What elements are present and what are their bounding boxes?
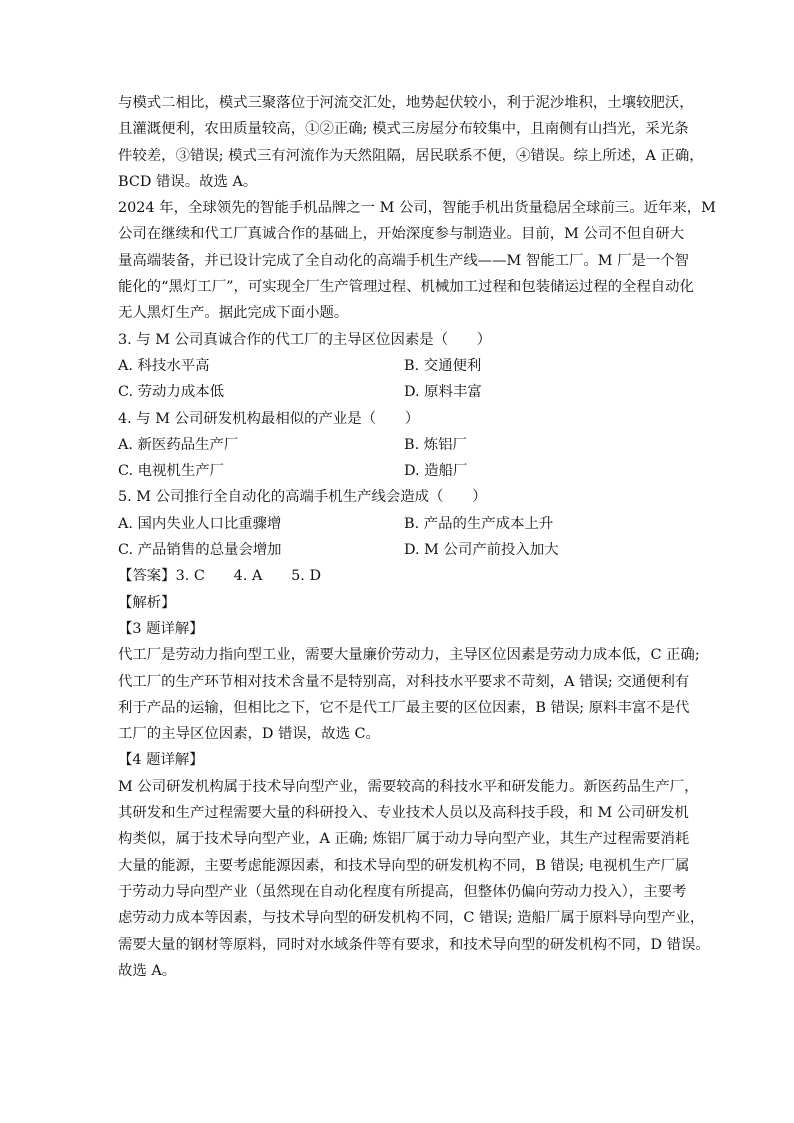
text-line: 大量的能源，主要考虑能源因素，和技术导向型的研发机构不同，B 错误; 电视机生产厂属 <box>118 857 690 874</box>
text-line: 利于产品的运输，但相比之下，它不是代工厂最主要的区位因素，B 错误; 原料丰富不是代 <box>118 699 690 716</box>
q4-detail <box>118 774 710 984</box>
option-c: C. 产品销售的总量会增加 <box>118 542 282 559</box>
text-line: BCD 错误。故选 A。 <box>118 173 258 190</box>
text-line: 量高端装备，并已设计完成了全自动化的高端手机生产线——M 智能工厂。M 厂是一个智 <box>118 252 690 269</box>
text-line: 虑劳动力成本等因素，与技术导向型的研发机构不同，C 错误; 造船厂属于原料导向型产业， <box>118 910 705 927</box>
question-3 <box>118 327 678 406</box>
option-row <box>118 537 678 563</box>
question-4 <box>118 406 678 485</box>
text-line: 能化的“黑灯工厂”，可实现全厂生产管理过程、机械加工过程和包装储运过程的全程自动化 <box>118 279 694 296</box>
option-b: B. 产品的生产成本上升 <box>404 515 554 532</box>
q3-detail-heading: 【3 题详解】 <box>118 620 204 637</box>
option-row <box>118 458 678 484</box>
text-line: 故选 A。 <box>118 962 177 979</box>
text-line: 其研发和生产过程需要大量的科研投入、专业技术人员以及高科技手段，和 M 公司研发机 <box>118 805 689 822</box>
option-row <box>118 379 678 405</box>
document-page <box>118 90 716 984</box>
option-a: A. 科技水平高 <box>118 357 210 374</box>
question-stem: 3. 与 M 公司真诚合作的代工厂的主导区位因素是（ ） <box>118 331 492 348</box>
text-line: 工厂的主导区位因素，D 错误，故选 C。 <box>118 726 380 743</box>
material-passage <box>118 195 716 326</box>
question-stem: 4. 与 M 公司研发机构最相似的产业是（ ） <box>118 410 420 427</box>
analysis-heading: 【解析】 <box>118 594 176 611</box>
answer-key: 【答案】3. C 4. A 5. D <box>118 568 321 585</box>
option-row <box>118 353 678 379</box>
text-line: M 公司研发机构属于技术导向型产业，需要较高的科技水平和研发能力。新医药品生产厂， <box>118 778 699 795</box>
option-a: A. 新医药品生产厂 <box>118 436 239 453</box>
option-row <box>118 511 678 537</box>
text-line: 与模式二相比，模式三聚落位于河流交汇处，地势起伏较小，利于泥沙堆积，土壤较肥沃， <box>118 95 694 111</box>
text-line: 需要大量的钢材等原料，同时对水域条件等有要求，和技术导向型的研发机构不同，D 错误。 <box>118 936 710 953</box>
text-line: 且灌溉便利，农田质量较高，①②正确; 模式三房屋分布较集中，且南侧有山挡光，采光条 <box>118 121 689 138</box>
option-d: D. M 公司产前投入加大 <box>404 542 559 559</box>
text-line: 无人黑灯生产。据此完成下面小题。 <box>118 305 349 322</box>
text-line: 代工厂的生产环节相对技术含量不是特别高，对科技水平要求不苛刻，A 错误; 交通便利有 <box>118 673 690 690</box>
option-row <box>118 432 678 458</box>
text-line: 于劳动力导向型产业（虽然现在自动化程度有所提高，但整体仍偏向劳动力投入），主要考 <box>118 883 687 900</box>
option-b: B. 交通便利 <box>404 357 482 374</box>
option-d: D. 原料丰富 <box>404 384 482 401</box>
text-line: 代工厂是劳动力指向型工业，需要大量廉价劳动力，主导区位因素是劳动力成本低，C 正确; <box>118 647 700 664</box>
q3-detail <box>118 642 700 747</box>
q4-detail-heading: 【4 题详解】 <box>118 752 204 769</box>
text-line: 件较差，③错误; 模式三有河流作为天然阻隔，居民联系不便，④错误。综上所述，A 正确， <box>118 147 704 164</box>
question-5 <box>118 484 678 563</box>
option-c: C. 电视机生产厂 <box>118 463 224 480</box>
text-line: 公司在继续和代工厂真诚合作的基础上，开始深度参与制造业。目前，M 公司不但自研大 <box>118 226 685 243</box>
option-d: D. 造船厂 <box>404 463 468 480</box>
question-stem: 5. M 公司推行全自动化的高端手机生产线会造成（ ） <box>118 489 487 506</box>
previous-explanation <box>118 90 704 195</box>
text-line: 2024 年，全球领先的智能手机品牌之一 M 公司，智能手机出货量稳居全球前三。近年来，M <box>118 200 716 217</box>
option-b: B. 炼铝厂 <box>404 436 467 453</box>
text-line: 构类似，属于技术导向型产业，A 正确; 炼铝厂属于动力导向型产业，其生产过程需要消耗 <box>118 831 690 848</box>
option-a: A. 国内失业人口比重骤增 <box>118 515 282 532</box>
option-c: C. 劳动力成本低 <box>118 384 224 401</box>
